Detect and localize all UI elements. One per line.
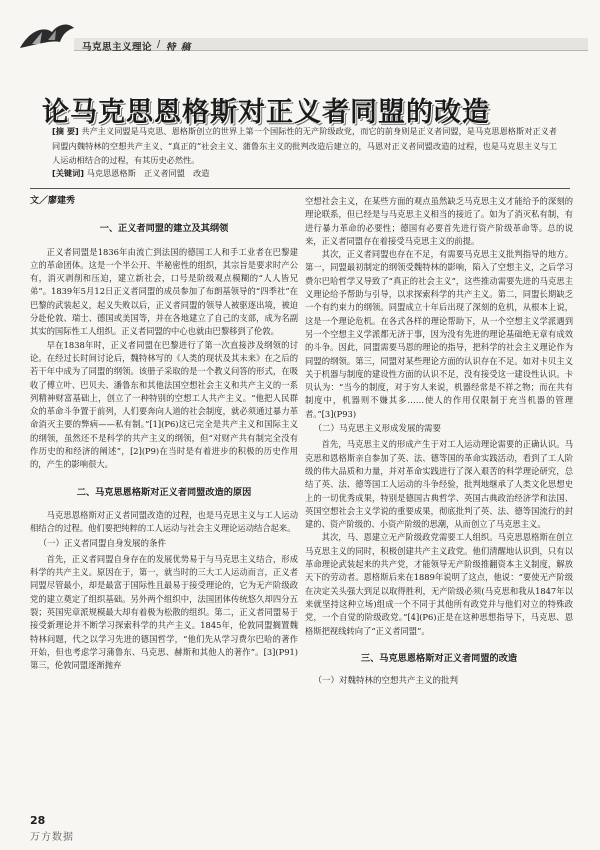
divider	[30, 188, 570, 189]
watermark: 万方数据	[30, 832, 74, 843]
paragraph: 马克思恩格斯对正义者同盟改造的过程，也是马克思主义与工人运动相结合的过程。他们要把纯粹的工人运动与社会主义理论运动结合起来。	[30, 509, 298, 534]
abstract-label: [摘 要]	[52, 126, 79, 136]
keywords-text: 马克思恩格斯 正义者同盟 改造	[86, 168, 210, 178]
section-heading: 一、正义者同盟的建立及其纲领	[99, 223, 229, 235]
page-number: 28	[30, 814, 46, 827]
keywords	[52, 168, 557, 179]
left-column	[30, 195, 298, 673]
paragraph: 其次，正义者同盟也存在不足，有需要马克思主义批判指导的地方。第一，同盟最初制定的纲领受魏特林的影响，陷入了空想主义，之后学习费尔巴哈哲学又导致了“真正的社会主义”，这些推动需要先进的马克思主义理论给予帮助与引导，以求探索科学的共产主义。第二，同盟长期缺乏一个有约束力的纲领。同盟成立十年后出现了深刻的危机，从根本上说，这是一个理论危机。在各式各样的理论帮助下，从一个空想主义学派遇到另一个空想主义学派都无济于事，因为没有先进的理论基础绝无章有成效的斗争。因此，同盟需要马恩的理论的指导，把科学的社会主义理论作为同盟的纲领。第三，同盟对某些理论方面的认识存在不足。如对卡贝主义关于机器与制度的建设性方面的认识不足，没有接受这一建设性认识。卡贝认为：“当今的制度，对于穷人来说，机器经常是不祥之物；而在共有制度中，机器则不嫌其多……使人的作用仅限制于充当机器的管理者。”[3](P93)	[305, 249, 573, 419]
abstract-text: 共产主义同盟是马克思、恩格斯创立的世界上第一个国际性的无产阶级政党，而它的前身则是正义者同盟，是马克思恩格斯对正义者同盟内魏特林的空想共产主义、“真正的”社会主义、蒲鲁东主义的批判改造后建立的，马恩对正义者同盟改造的过程，也是马克思主义与工人运动相结合的过程，有其历史必然性。	[52, 126, 557, 165]
header-separator: /	[157, 39, 161, 50]
subsection-heading: （二）马克思主义形成发展的需要	[313, 424, 442, 435]
section-heading: 三、马克思恩格斯对正义者同盟的改造	[360, 652, 518, 664]
author: 文／廖建秀	[30, 196, 76, 206]
paragraph: 其次，马、恩建立无产阶级政党需要工人组织。马克思恩格斯在创立马克思主义的同时，积极创建共产主义政党。他们清醒地认识到，只有以革命理论武装起来的共产党，才能领导无产阶级推翻资本主义制度，解放天下的劳动者。恩格斯后来在1889年说明了这点，他说：“要使无产阶级在决定关头强大到足以取得胜利，无产阶级必须(马克思和我从1847年以来就坚持这种立场)组成一个不同于其他所有政党并与他们对立的特殊政党，一个自觉的阶级政党。”[4](P6)正是在这种思想指导下，马克思、恩格斯把视线转向了“正义者同盟”。	[305, 532, 573, 636]
right-column	[305, 195, 573, 690]
paragraph: 空想社会主义，在某些方面的观点虽然缺乏马克思主义才能给予的深刻的理论联系，但已经是与马克思主义相当的接近了。如为了消灭私有制，有进行暴力革命的必要性；德国有必要首先进行资产阶级革命等。总的说来，正义者同盟存在着接受马克思主义的前提。	[305, 196, 573, 246]
paragraph: 早在1838年时，正义者同盟在巴黎进行了第一次直接涉及纲领的讨论。在经过长时间讨论后，魏特林写的《人类的现状及其未来》在之后的若干年中成为了同盟的纲领。该册子采取的是一个教义问答的形式，在吸收了傅立叶、巴贝夫、潘鲁东和其他法国空想社会主义和共产主义的一系列精神财富基础上，创立了一种特别的空想工人共产主义。“他把人民群众的革命斗争置于前列，人们要奔向人道的社会制度，就必须通过暴力革命消灭主要的弊病——私有制。”[1](P6)这已完全是共产主义和国际主义的纲领，虽然还不是科学的共产主义的纲领，但“对财产共有制完全没有作历史的和经济的阐述”，[2](P9)在当时是有着进步的积极的历史作用的，产生的影响很大。	[30, 339, 298, 470]
abstract	[52, 124, 557, 168]
column-name: 特 稿	[166, 42, 192, 53]
paragraph: 首先，正义者同盟自身存在的发展优势易于与马克思主义结合，形成科学的共产主义。原因在于，第一，就当时的三大工人运动而言，正义者同盟尽管最小，却是最富于国际性且最易于接受理论的，它为无产阶级政党的建立奠定了组织基础。另外两个组织中，法国团体传统悠久却四分五裂；英国宪章派规模最大却有着极为松散的组织。第二，正义者同盟易于接受新理论并不断学习探索科学的共产主义。1845年，伦敦同盟搁置魏特林问题，代之以学习先进的德国哲学，“他们先从学习费尔巴哈的著作开始，但也考虑学习蒲鲁东、马克思、赫斯和其他人的著作”。[3](P91)第三，伦敦同盟逐渐抛弃	[30, 553, 298, 671]
journal-logo-icon	[18, 18, 76, 52]
subsection-heading: （一）正义者同盟自身发展的条件	[38, 538, 167, 549]
journal-name: 马克思主义理论	[82, 42, 153, 53]
paragraph: 首先，马克思主义的形成产生于对工人运动理论需要的正确认识。马克思和恩格斯亲自参加了英、法、德等国的革命实践活动，看到了工人阶级的伟大品质和力量，并对革命实践进行了深入艰苦的科学理论研究，总结了英、法、德等国工人运动的斗争经验，批判地继承了人类文化思想史上的一切优秀成果，特别是德国古典哲学、英国古典政治经济学和法国、英国空想社会主义学说的重要成果，彻底批判了英、法、德等国流行的封建的、资产阶级的、小资产阶级的思潮，从而创立了马克思主义。	[305, 439, 573, 530]
paragraph: 正义者同盟是1836年由流亡到法国的德国工人和手工业者在巴黎建立的革命团体。这是一个半公开、半秘密性的组织，其宗旨是要求时产公有，消灭剥削和压迫，建立新社会，口号是阶级观点模糊的“人人皆兄弟”。1839年5月12日正义者同盟的成员参加了布朗基领导的“四季社”在巴黎的武装起义，起义失败以后，正义者同盟的领导人被驱逐出境，被迫分赴伦敦、瑞士、德国或美国等，并在各地建立了自己的支部，成为名副其实的国际性工人组织。正义者同盟的中心也就由巴黎移到了伦敦。	[30, 246, 298, 337]
subsection-heading: （一）对魏特林的空想共产主义的批判	[313, 676, 459, 687]
section-heading: 二、马克思恩格斯对正义者同盟改造的原因	[76, 486, 252, 498]
keywords-label: [关键词]	[52, 168, 85, 178]
journal-header	[18, 18, 588, 52]
article-title: 论马克思恩格斯对正义者同盟的改造	[42, 97, 490, 128]
